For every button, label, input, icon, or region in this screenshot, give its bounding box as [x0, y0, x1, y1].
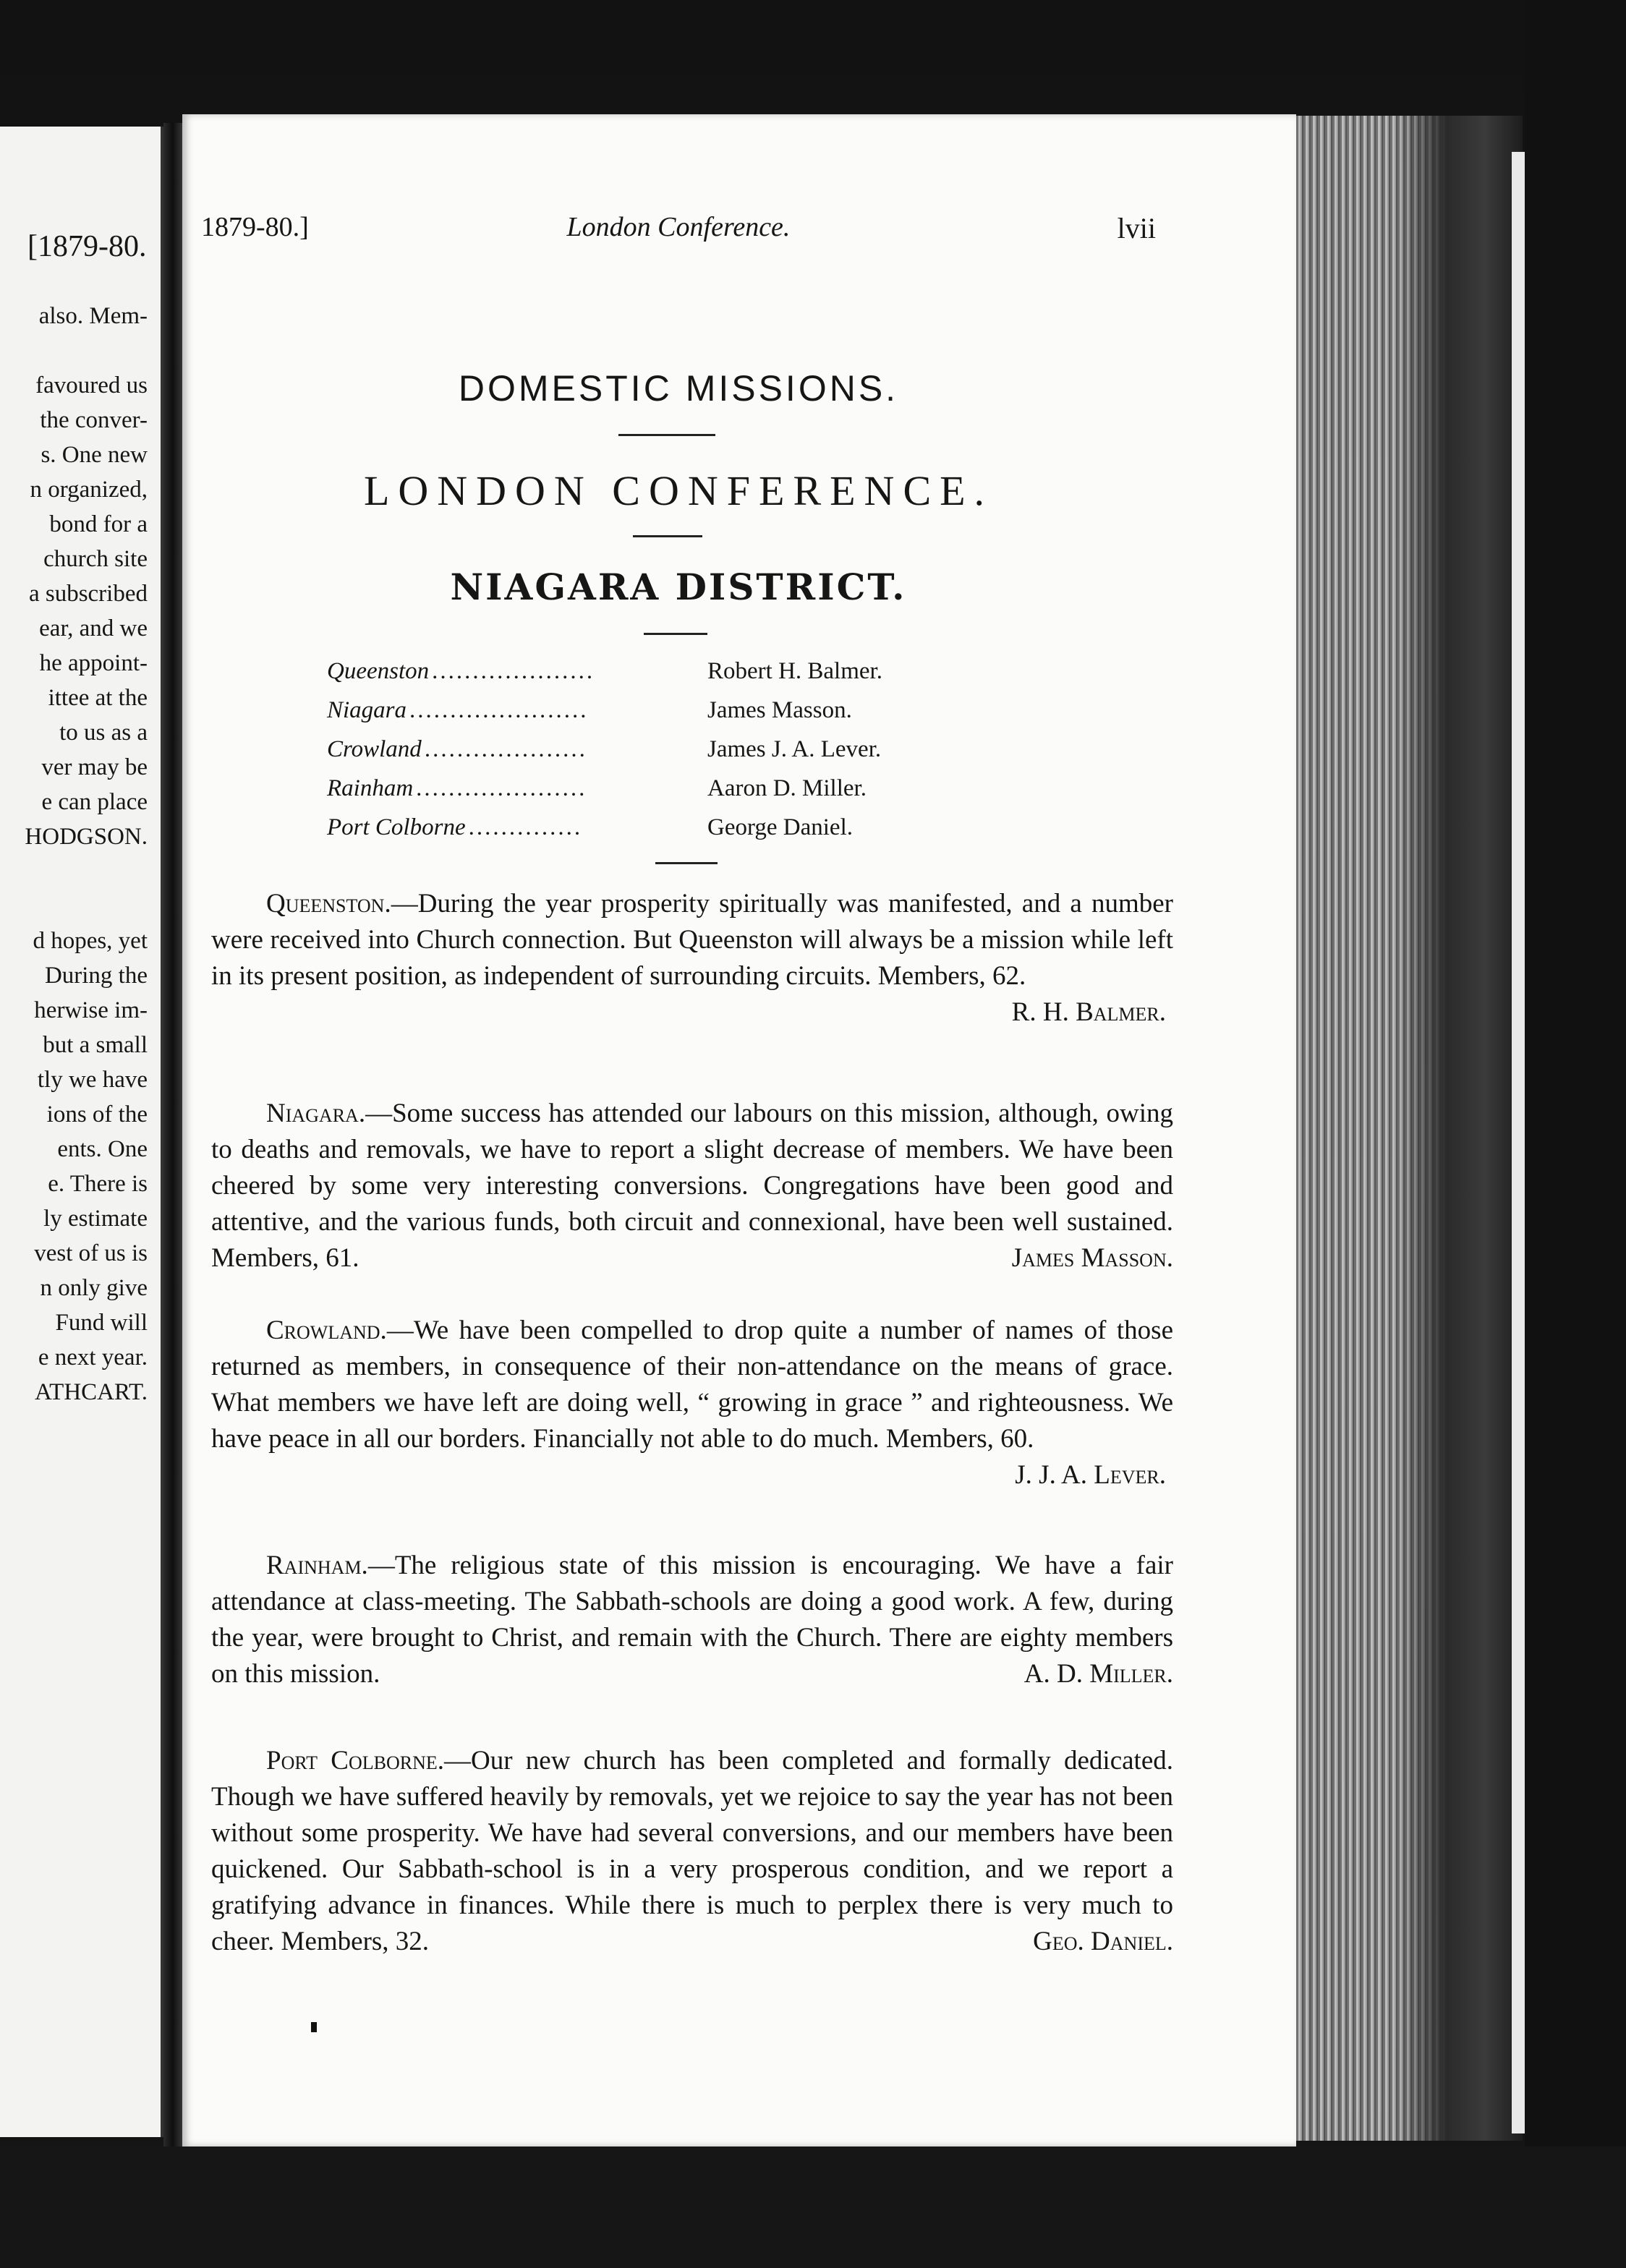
report-text: —Some success has attended our labours on this mission, although, owing to deaths and removals, we have to report a slight decrease of members. We have been cheered by some very interesting conversions. Congregations have been good and attentive, and the various funds, both circuit and connexional, have been well sustained. Members, 61. — [211, 1099, 1173, 1273]
section-title: DOMESTIC MISSIONS. — [458, 368, 899, 409]
book-gutter — [163, 123, 184, 2148]
report-place: Port Colborne. — [266, 1746, 444, 1775]
divider — [618, 434, 715, 436]
left-page-header: [1879-80. — [27, 230, 147, 263]
station-name: Niagara — [327, 697, 407, 723]
left-page-line: n organized, — [30, 477, 148, 503]
left-page-line: but a small — [43, 1032, 148, 1058]
ink-speck — [311, 2022, 317, 2032]
left-page-line: During the — [44, 963, 148, 989]
report-signature: R. H. Balmer. — [1011, 997, 1166, 1027]
left-page-line: e next year. — [38, 1344, 148, 1370]
left-page-line: e. There is — [48, 1171, 148, 1197]
left-page-line: a subscribed — [28, 581, 148, 607]
report-signature: James Masson. — [1011, 1243, 1173, 1273]
left-page-line: ear, and we — [39, 615, 148, 641]
minister-name: Aaron D. Miller. — [703, 775, 867, 802]
header-year: 1879-80.] — [201, 212, 309, 242]
page-number: lvii — [1117, 212, 1156, 244]
report-place: Queenston. — [266, 889, 391, 918]
left-page-line: ATHCART. — [35, 1379, 148, 1405]
left-facing-page — [0, 127, 163, 2137]
appointment-row — [327, 658, 949, 697]
left-page-line — [0, 889, 148, 924]
station-name: Port Colborne — [327, 814, 466, 840]
left-page-line: church site — [43, 546, 148, 572]
left-page-line: ver may be — [41, 754, 148, 780]
station-name: Queenston — [327, 658, 430, 684]
scanner-right-margin — [1525, 0, 1626, 2268]
left-page-line: ions of the — [46, 1101, 148, 1127]
left-page-text — [0, 299, 148, 1410]
divider — [633, 535, 702, 537]
left-page-line: ly estimate — [43, 1206, 148, 1232]
district-title: NIAGARA DISTRICT. — [450, 566, 907, 608]
left-page-line: n only give — [40, 1275, 148, 1301]
conference-title: LONDON CONFERENCE. — [363, 467, 994, 514]
header-title: London Conference. — [566, 212, 791, 242]
left-page-line: Fund will — [55, 1310, 148, 1336]
report-place: Rainham. — [266, 1551, 368, 1580]
report-signature: J. J. A. Lever. — [1015, 1460, 1166, 1490]
divider — [655, 862, 718, 864]
left-page-line — [0, 333, 148, 368]
left-page-line: e can place — [41, 789, 148, 815]
leader-dots: .............. — [468, 814, 583, 840]
report-crowland — [211, 1313, 1173, 1493]
divider — [644, 633, 707, 635]
appointment-row — [327, 697, 949, 736]
left-page-line: vest of us is — [34, 1240, 148, 1266]
report-place: Niagara. — [266, 1099, 366, 1128]
report-signature: A. D. Miller. — [1023, 1659, 1173, 1689]
leader-dots: .................... — [432, 658, 595, 684]
left-page-line: also. Mem- — [38, 303, 148, 329]
report-text: —During the year prosperity spiritually was manifested, and a number were received into Church connection. But Queenston will always be a mission while left in its present position, as independent of surrounding circuits. Members, 62. — [211, 889, 1173, 991]
report-port-colborne — [211, 1743, 1173, 1960]
report-queenston — [211, 886, 1173, 1031]
left-page-line: ents. One — [57, 1136, 148, 1162]
report-text: —We have been compelled to drop quite a number of names of those returned as members, in consequence of their non-attendance on the means of grace. What members we have left are doing well, “ growing in grace ” and righteousness. We have peace in all our borders. Financially not able to do much. Members, 60. — [211, 1316, 1173, 1454]
minister-name: George Daniel. — [703, 814, 853, 841]
appointments-list — [327, 658, 949, 853]
leader-dots: .................... — [424, 736, 587, 762]
minister-name: James J. A. Lever. — [703, 736, 881, 763]
report-place: Crowland. — [266, 1316, 387, 1345]
minister-name: James Masson. — [703, 697, 852, 724]
left-page-line — [0, 854, 148, 889]
left-page-line: he appoint- — [39, 650, 148, 676]
left-page-line: the conver- — [40, 407, 148, 433]
scanner-bottom-margin — [0, 2146, 1626, 2268]
report-signature: Geo. Daniel. — [1033, 1927, 1173, 1956]
left-page-line: to us as a — [59, 720, 148, 746]
appointment-row — [327, 814, 949, 853]
report-niagara — [211, 1096, 1173, 1276]
left-page-line: herwise im- — [34, 997, 148, 1023]
running-header — [201, 211, 1156, 247]
left-page-line: tly we have — [37, 1067, 148, 1093]
appointment-row — [327, 775, 949, 814]
left-page-line: bond for a — [49, 511, 148, 537]
minister-name: Robert H. Balmer. — [703, 658, 882, 685]
station-name: Crowland — [327, 736, 422, 762]
appointment-row — [327, 736, 949, 775]
left-page-line: HODGSON. — [25, 824, 148, 850]
book-cover-edge — [1512, 152, 1525, 2133]
leader-dots: ...................... — [409, 697, 589, 723]
report-text: —The religious state of this mission is encouraging. We have a fair attendance at class-meeting. The Sabbath-schools are doing a good work. A few, during the year, were brought to Christ, and remain with the Church. There are eighty members on this mission. — [211, 1551, 1173, 1689]
left-page-line: s. One new — [41, 442, 148, 468]
station-name: Rainham — [327, 775, 414, 801]
page-edge-shadow — [1396, 116, 1523, 2141]
report-rainham — [211, 1548, 1173, 1692]
left-page-line: ittee at the — [48, 685, 148, 711]
left-page-line: favoured us — [35, 372, 148, 398]
report-text: —Our new church has been completed and formally dedicated. Though we have suffered heavily by removals, yet we rejoice to say the year has not been without some prosperity. We have had several conversions, and our members have been quickened. Our Sabbath-school is in a very prosperous condition, and we report a gratifying advance in finances. While there is much to perplex there is very much to cheer. Members, 32. — [211, 1746, 1173, 1956]
leader-dots: ..................... — [416, 775, 587, 801]
left-page-line: d hopes, yet — [33, 928, 148, 954]
